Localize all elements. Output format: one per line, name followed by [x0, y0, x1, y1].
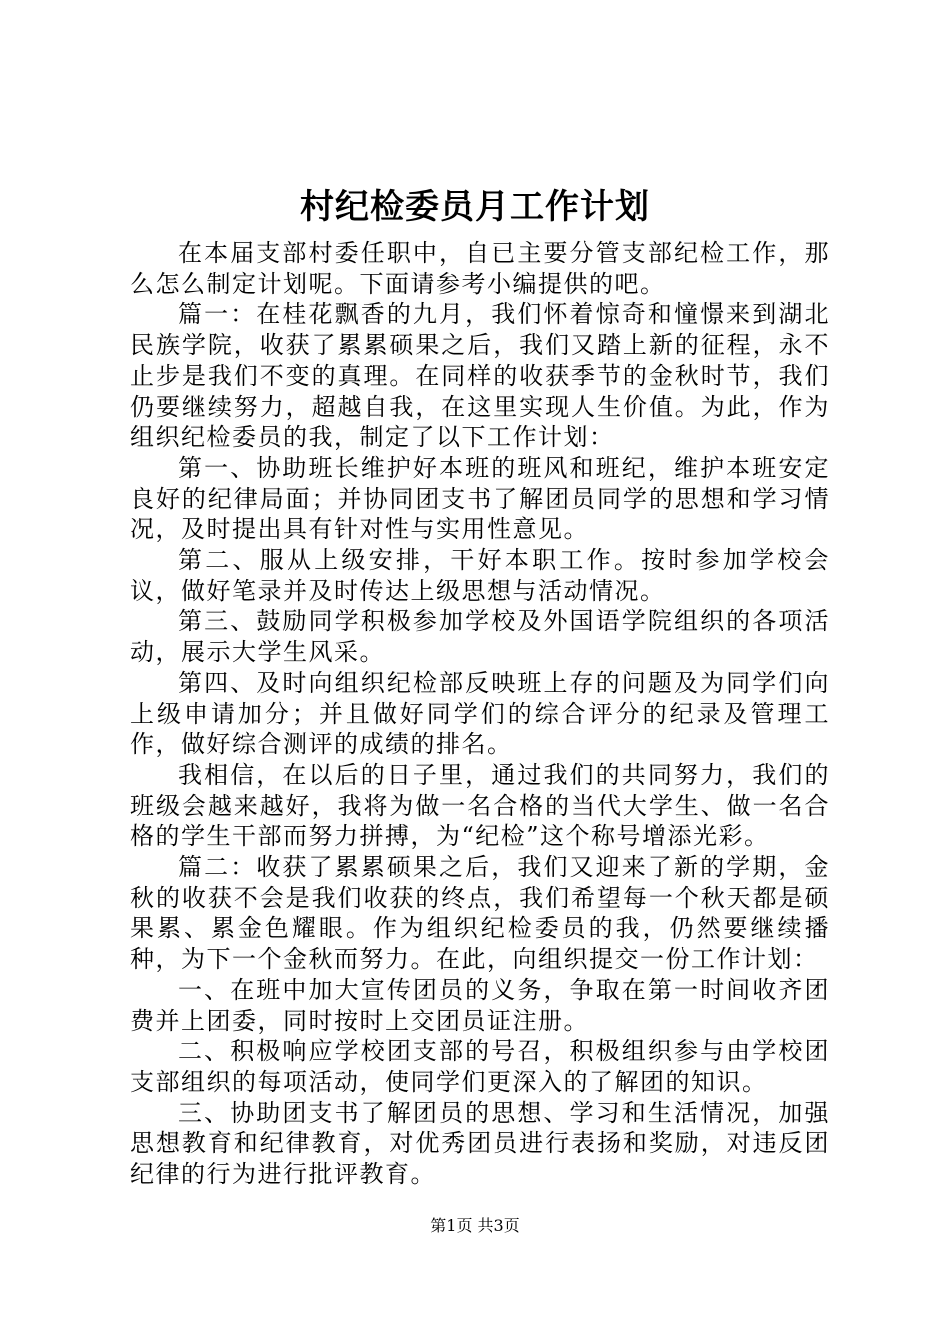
- paragraph-item-4: 第四、及时向组织纪检部反映班上存的问题及为同学们向上级申请加分；并且做好同学们的综合评分的纪录及管理工作，做好综合测评的成绩的排名。: [130, 668, 830, 759]
- paragraph-item-1: 第一、协助班长维护好本班的班风和班纪，维护本班安定良好的纪律局面；并协同团支书了解团员同学的思想和学习情况，及时提出具有针对性与实用性意见。: [130, 453, 830, 544]
- paragraph-part-two: 篇二：收获了累累硕果之后，我们又迎来了新的学期，金秋的收获不会是我们收获的终点，我们希望每一个秋天都是硕果累、累金色耀眼。作为组织纪检委员的我，仍然要继续播种，为下一个金秋而努力。在此，向组织提交一份工作计划：: [130, 853, 830, 974]
- paragraph-conclusion: 我相信，在以后的日子里，通过我们的共同努力，我们的班级会越来越好，我将为做一名合格的当代大学生、做一名合格的学生干部而努力拼搏，为“纪检”这个称号增添光彩。: [130, 760, 830, 851]
- document-body: [130, 238, 830, 1190]
- paragraph-part-one: 篇一：在桂花飘香的九月，我们怀着惊奇和憧憬来到湖北民族学院，收获了累累硕果之后，我们又踏上新的征程，永不止步是我们不变的真理。在同样的收获季节的金秋时节，我们仍要继续努力，超越自我，在这里实现人生价值。为此，作为组织纪检委员的我，制定了以下工作计划：: [130, 300, 830, 452]
- paragraph-plan-1: 一、在班中加大宣传团员的义务，争取在第一时间收齐团费并上团委，同时按时上交团员证注册。: [130, 975, 830, 1035]
- paragraph-item-2: 第二、服从上级安排，干好本职工作。按时参加学校会议，做好笔录并及时传达上级思想与活动情况。: [130, 546, 830, 605]
- paragraph-intro: 在本届支部村委任职中，自已主要分管支部纪检工作，那么怎么制定计划呢。下面请参考小编提供的吧。: [130, 239, 830, 298]
- paragraph-plan-2: 二、积极响应学校团支部的号召，积极组织参与由学校团支部组织的每项活动，使同学们更深入的了解团的知识。: [130, 1037, 830, 1096]
- paragraph-item-3: 第三、鼓励同学积极参加学校及外国语学院组织的各项活动，展示大学生风采。: [130, 607, 830, 667]
- paragraph-plan-3: 三、协助团支书了解团员的思想、学习和生活情况，加强思想教育和纪律教育，对优秀团员进行表扬和奖励，对违反团纪律的行为进行批评教育。: [130, 1098, 830, 1189]
- document-title: 村纪检委员月工作计划: [300, 187, 650, 227]
- page-indicator: 第1页 共3页: [430, 1216, 520, 1235]
